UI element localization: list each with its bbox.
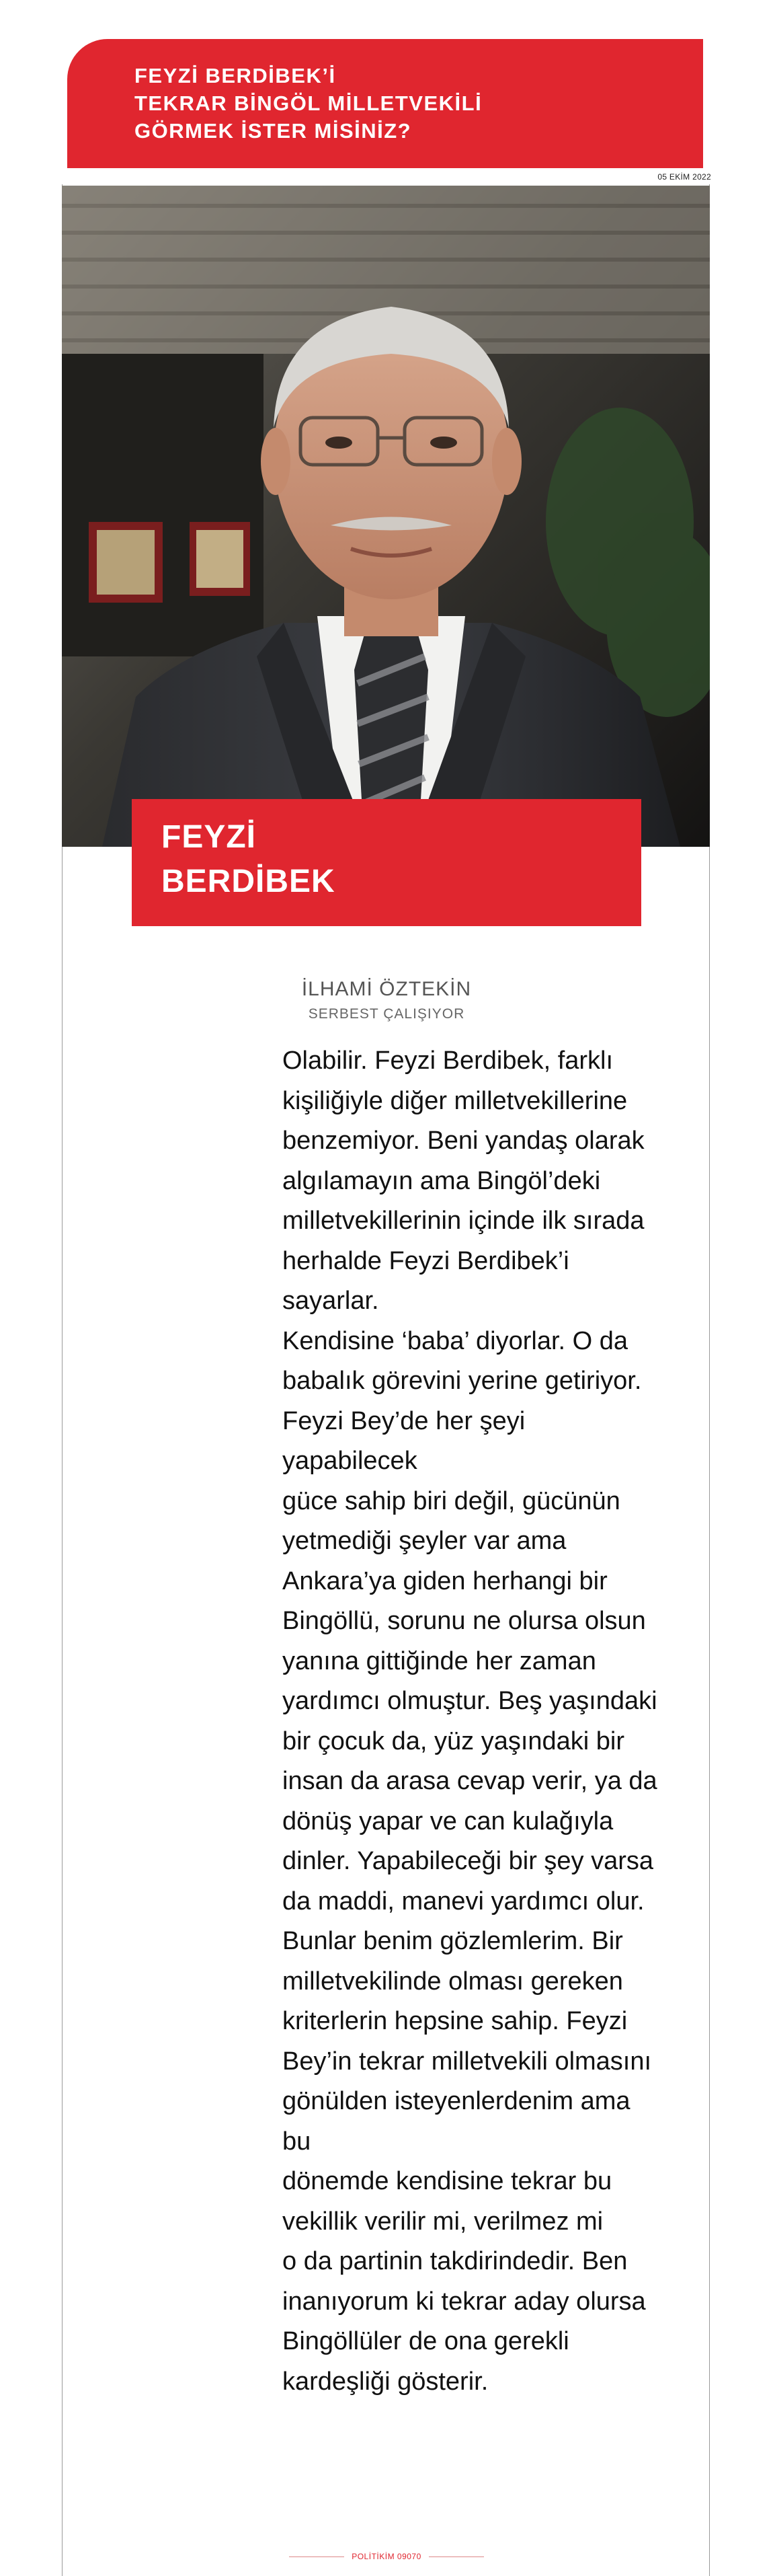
page-footer	[0, 2550, 773, 2564]
publish-date: 05 EKİM 2022	[657, 172, 711, 182]
headline: FEYZİ BERDİBEK’İ TEKRAR BİNGÖL MİLLETVEKİLİ GÖRMEK İSTER MİSİNİZ?	[134, 64, 483, 143]
name-banner	[132, 799, 641, 926]
headline-banner	[67, 39, 703, 168]
featured-name: FEYZİ BERDİBEK	[161, 819, 335, 899]
footer-label: POLİTİKİM 09070	[352, 2552, 421, 2561]
author-role: SERBEST ÇALIŞIYOR	[308, 1006, 465, 1022]
portrait-illustration	[62, 186, 710, 847]
article-body: Olabilir. Feyzi Berdibek, farklı kişiliğiyle diğer milletvekillerine benzemiyor. Beni yandaş olarak algılamayın ama Bingöl’deki milletvekillerinin içinde ilk sırada herhalde Feyzi Berdibek’i sayarlar. Kendisine ‘baba’ diyorlar. O da babalık görevini yerine getiriyor. Feyzi Bey’de her şeyi yapabilecek güce sahip biri değil, gücünün yetmediği şeyler var ama Ankara’ya giden herhangi bir Bingöllü, sorunu ne olursa olsun yanına gittiğinde her zaman yardımcı olmuştur. Beş yaşındaki bir çocuk da, yüz yaşındaki bir insan da arasa cevap verir, ya da dönüş yapar ve can kulağıyla dinler. Yapabileceği bir şey varsa da maddi, manevi yardımcı olur. Bunlar benim gözlemlerim. Bir milletvekilinde olması gereken kriterlerin hepsine sahip. Feyzi Bey’in tekrar milletvekili olmasını gönülden isteyenlerdenim ama bu dönemde kendisine tekrar bu vekillik verilir mi, verilmez mi o da partinin takdirindedir. Ben inanıyorum ki tekrar aday olursa Bingöllüler de ona gerekli kardeşliği gösterir.	[282, 1047, 657, 2396]
portrait-photo	[62, 186, 710, 847]
author-name: İLHAMİ ÖZTEKİN	[301, 978, 472, 1000]
